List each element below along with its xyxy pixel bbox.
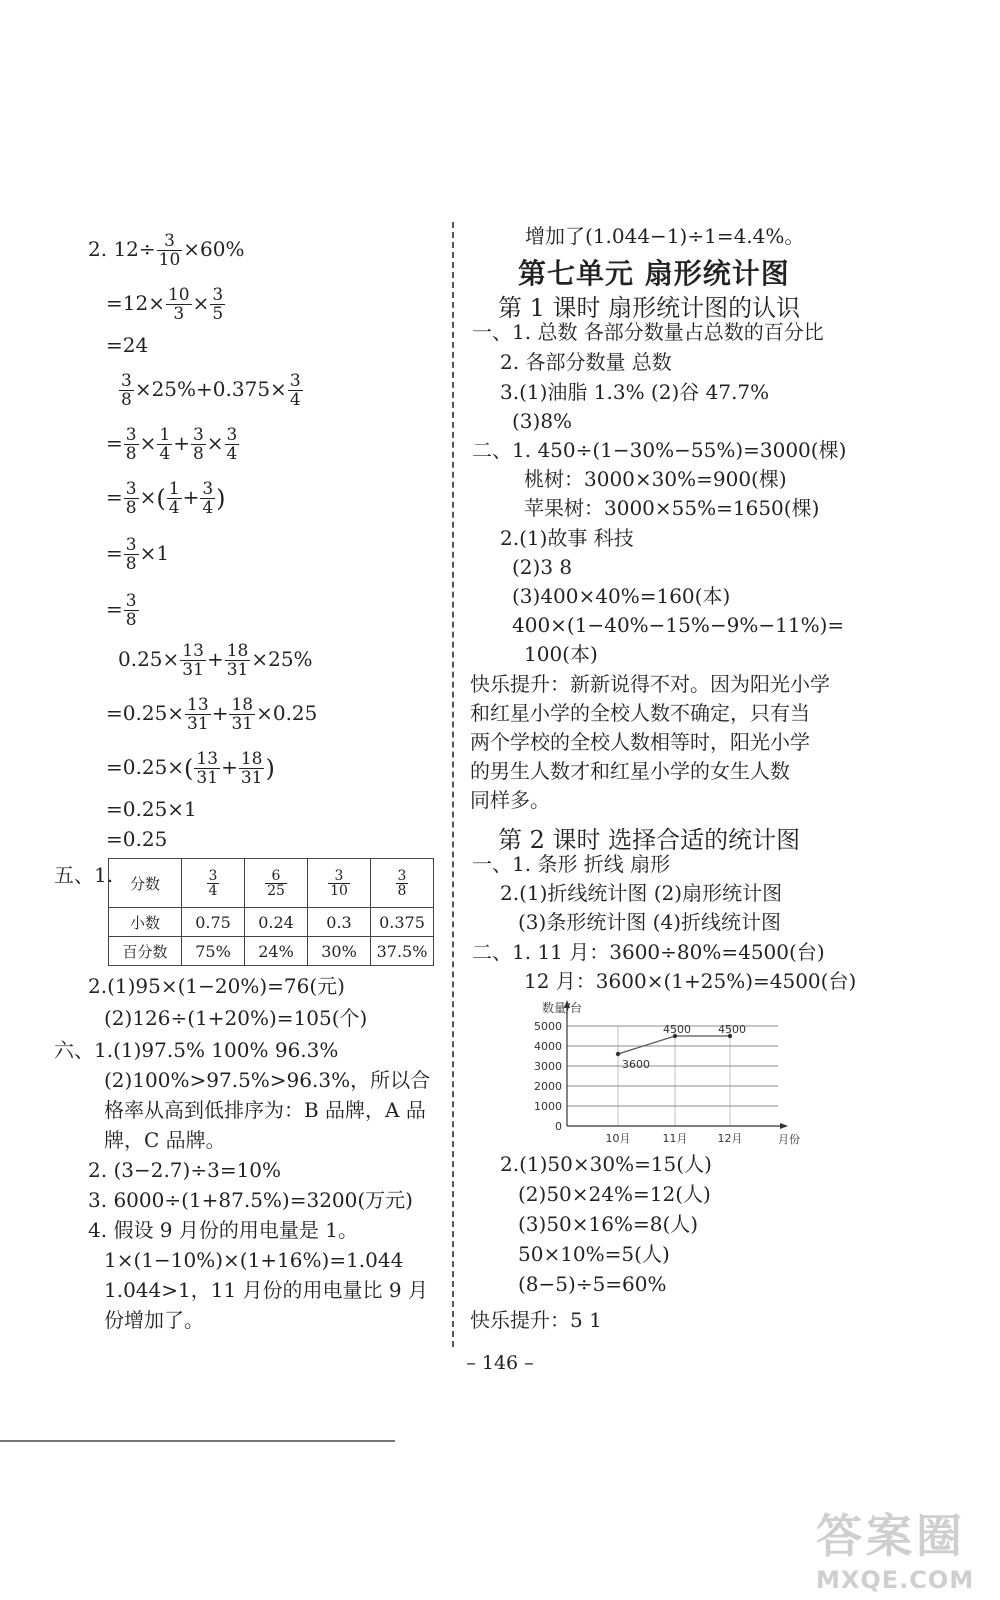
eq-line-6: = $\frac{3}{8}$ ×( $\frac{1}{4}$ + $\frac{3}{4}$ ) — [106, 479, 226, 518]
text-line: 一、1. 条形 折线 扇形 — [472, 852, 671, 876]
text-line: 3. 6000÷(1+87.5%)=3200(万元) — [88, 1188, 413, 1212]
fraction: $\frac{3}{8}$ — [125, 591, 137, 630]
text-line: (3)400×40%=160(本) — [512, 584, 731, 608]
table-cell: 24% — [245, 937, 308, 966]
text-line: 3.(1)油脂 1.3% (2)谷 47.7% — [500, 380, 770, 404]
fraction: $\frac{3}{8}$ — [121, 371, 132, 410]
text-line: 快乐提升：新新说得不对。因为阳光小学 — [470, 672, 830, 696]
eq-line-1: 2. 12÷ $\frac{3}{10}$ ×60% — [88, 231, 245, 270]
series-line — [618, 1036, 730, 1054]
table-cell: $\frac{3}{4}$ — [182, 859, 245, 908]
eq-line-5: = $\frac{3}{8}$ × $\frac{1}{4}$ + $\frac{3}{8}$ × $\frac{3}{4}$ — [106, 425, 238, 464]
text-line: 二、1. 450÷(1−30%−55%)=3000(棵) — [472, 438, 847, 462]
watermark-url: MXQE.COM — [816, 1566, 975, 1594]
fraction: $\frac{18}{31}$ — [240, 749, 263, 788]
table-header: 小数 — [109, 908, 182, 937]
fraction: $\frac{3}{5}$ — [212, 285, 224, 324]
eq-line-10: =0.25× $\frac{13}{31}$ + $\frac{18}{31}$ ×0.25 — [106, 695, 318, 734]
text-line: 牌，C 品牌。 — [104, 1128, 226, 1152]
lesson-title: 第 2 课时 选择合适的统计图 — [498, 826, 801, 854]
text-line: 2. 各部分数量 总数 — [500, 350, 672, 374]
eq-line-8: = $\frac{3}{8}$ — [106, 591, 137, 630]
fraction: $\frac{18}{31}$ — [226, 641, 249, 680]
text-line: 100(本) — [524, 642, 598, 666]
text-line: (8−5)÷5=60% — [518, 1272, 667, 1296]
chart-series — [616, 1023, 746, 1071]
x-tick-labels — [606, 1132, 743, 1145]
text-line: 六、1.(1)97.5% 100% 96.3% — [54, 1038, 339, 1062]
watermark-logo — [816, 1500, 974, 1594]
text-line: (2)126÷(1+20%)=105(个) — [104, 1006, 368, 1030]
eq-line-4: $\frac{3}{8}$ ×25%+0.375× $\frac{3}{4}$ — [121, 371, 301, 410]
text-line: (2)100%>97.5%>96.3%，所以合 — [104, 1068, 431, 1092]
column-divider — [452, 222, 454, 1347]
lesson-title: 第 1 课时 扇形统计图的认识 — [498, 294, 801, 322]
unit-title: 第七单元 扇形统计图 — [518, 257, 790, 290]
text-line: 苹果树：3000×55%=1650(棵) — [524, 496, 820, 520]
text-line: 2.(1)折线统计图 (2)扇形统计图 — [500, 881, 783, 905]
y-tick-labels — [534, 1020, 562, 1133]
fraction: $\frac{3}{8}$ — [125, 479, 137, 518]
eq-line-3: =24 — [106, 333, 149, 357]
data-label: 4500 — [663, 1023, 691, 1036]
y-tick-label: 3000 — [534, 1060, 562, 1073]
fraction: $\frac{13}{31}$ — [196, 749, 219, 788]
y-tick-label: 1000 — [534, 1100, 562, 1113]
text-line: 二、1. 11 月：3600÷80%=4500(台) — [472, 940, 825, 964]
eq-line-9: 0.25× $\frac{13}{31}$ + $\frac{18}{31}$ ×25% — [118, 641, 313, 680]
text-line: 一、1. 总数 各部分数量占总数的百分比 — [472, 320, 824, 344]
text-line: 的男生人数才和红星小学的女生人数 — [470, 759, 790, 783]
data-label: 3600 — [622, 1058, 650, 1071]
table-cell: $\frac{6}{25}$ — [245, 859, 308, 908]
text-line: 1×(1−10%)×(1+16%)=1.044 — [104, 1248, 404, 1272]
fraction: $\frac{10}{3}$ — [167, 285, 190, 324]
text-line: 桃树：3000×30%=900(棵) — [524, 467, 787, 491]
text-line: 增加了(1.044−1)÷1=4.4%。 — [525, 224, 805, 248]
text-line: 1.044>1，11 月份的用电量比 9 月 — [104, 1278, 428, 1302]
fraction: $\frac{3}{8}$ — [125, 425, 137, 464]
y-tick-label: 2000 — [534, 1080, 562, 1093]
fraction: $\frac{3}{4}$ — [289, 371, 301, 410]
eq-line-12: =0.25×1 — [106, 797, 197, 821]
text-line: 两个学校的全校人数相等时，阳光小学 — [470, 730, 810, 754]
chart-axes — [564, 1000, 788, 1129]
eq-line-11: =0.25×( $\frac{13}{31}$ + $\frac{18}{31}$ ) — [106, 749, 275, 788]
percent-table — [108, 858, 434, 966]
text-line: 2. (3−2.7)÷3=10% — [88, 1158, 282, 1182]
fraction: $\frac{3}{4}$ — [202, 479, 214, 518]
table-header: 分数 — [109, 859, 182, 908]
fraction: $\frac{1}{4}$ — [159, 425, 171, 464]
table-row — [109, 908, 434, 937]
text-line: (2)50×24%=12(人) — [518, 1182, 711, 1206]
x-tick-label: 10月 — [605, 1132, 631, 1145]
data-point — [616, 1052, 620, 1056]
x-axis-arrow — [780, 1123, 788, 1129]
x-tick-label: 12月 — [717, 1132, 743, 1145]
table-cell: $\frac{3}{10}$ — [308, 859, 371, 908]
text-line: (2)3 8 — [512, 555, 573, 579]
y-tick-label: 5000 — [534, 1020, 562, 1033]
text-line: 4. 假设 9 月份的用电量是 1。 — [88, 1218, 358, 1242]
table-cell: 30% — [308, 937, 371, 966]
text-line: 12 月：3600×(1+25%)=4500(台) — [524, 969, 857, 993]
x-tick-label: 11月 — [662, 1132, 688, 1145]
table-row — [109, 859, 434, 908]
fraction: $\frac{1}{4}$ — [168, 479, 180, 518]
text-line: (3)8% — [512, 409, 573, 433]
text-line: 400×(1−40%−15%−9%−11%)= — [512, 613, 845, 637]
table-cell: 0.3 — [308, 908, 371, 937]
line-chart — [520, 998, 815, 1148]
fraction: $\frac{3}{4}$ — [226, 425, 238, 464]
table-cell: 0.75 — [182, 908, 245, 937]
bottom-rule — [0, 1440, 395, 1442]
text-line: 50×10%=5(人) — [518, 1242, 670, 1266]
table-cell: $\frac{3}{8}$ — [371, 859, 434, 908]
data-label: 4500 — [718, 1023, 746, 1036]
text-line: 2.(1)50×30%=15(人) — [500, 1152, 712, 1176]
section-five-label: 五、1. — [54, 863, 114, 887]
eq-line-13: =0.25 — [106, 827, 168, 851]
text-line: (3)条形统计图 (4)折线统计图 — [518, 910, 782, 934]
y-tick-label: 4000 — [534, 1040, 562, 1053]
fraction: $\frac{3}{8}$ — [192, 425, 204, 464]
table-header: 百分数 — [109, 937, 182, 966]
page-number: – 146 – — [466, 1352, 534, 1374]
table-cell: 0.375 — [371, 908, 434, 937]
text-line: 2.(1)95×(1−20%)=76(元) — [88, 974, 345, 998]
y-tick-label: 0 — [555, 1120, 562, 1133]
table-cell: 0.24 — [245, 908, 308, 937]
text-line: 格率从高到低排序为：B 品牌，A 品 — [104, 1098, 426, 1122]
table-row — [109, 937, 434, 966]
y-axis-label: 数量/台 — [542, 1001, 583, 1015]
text-line: 2.(1)故事 科技 — [500, 526, 634, 550]
fraction: $\frac{18}{31}$ — [231, 695, 254, 734]
eq-line-2: =12× $\frac{10}{3}$ × $\frac{3}{5}$ — [106, 285, 224, 324]
fraction: $\frac{3}{10}$ — [158, 231, 181, 270]
fraction: $\frac{13}{31}$ — [182, 641, 204, 680]
table-cell: 75% — [182, 937, 245, 966]
chart-grid — [567, 1026, 778, 1126]
watermark-text: 答案圈 — [816, 1509, 966, 1563]
fraction: $\frac{3}{8}$ — [125, 535, 137, 574]
text-line: 同样多。 — [470, 788, 550, 812]
fraction: $\frac{13}{31}$ — [187, 695, 209, 734]
text-line: (3)50×16%=8(人) — [518, 1212, 699, 1236]
table-cell: 37.5% — [371, 937, 434, 966]
eq-line-7: = $\frac{3}{8}$ ×1 — [106, 535, 170, 574]
x-axis-label: 月份 — [778, 1133, 800, 1146]
text-line: 份增加了。 — [104, 1308, 204, 1332]
text-line: 快乐提升：5 1 — [470, 1308, 602, 1332]
text-line: 和红星小学的全校人数不确定，只有当 — [470, 701, 810, 725]
